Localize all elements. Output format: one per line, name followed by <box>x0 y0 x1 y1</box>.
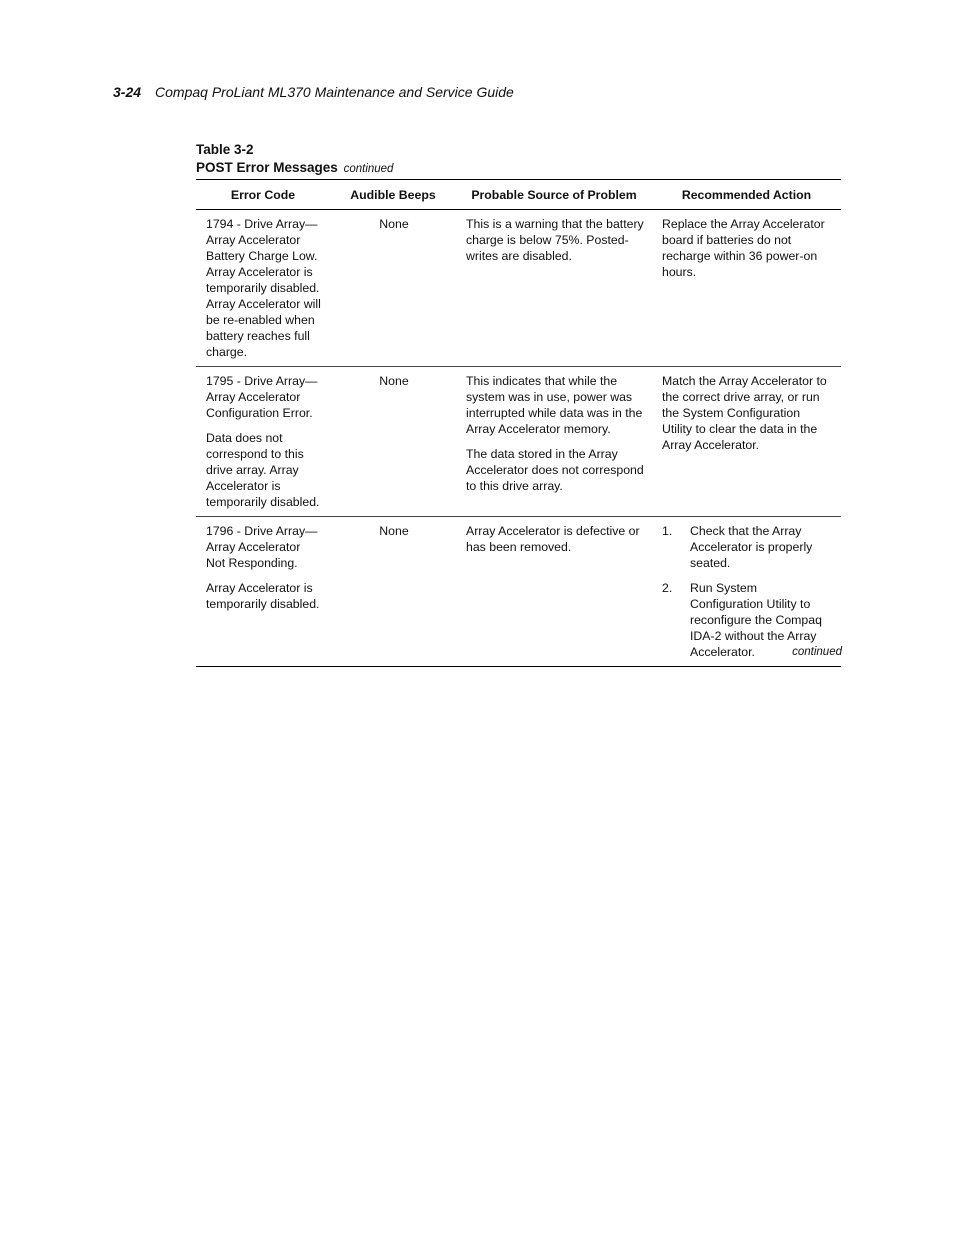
column-header-recommended-action: Recommended Action <box>652 180 841 210</box>
table-row <box>196 367 841 517</box>
recommended-action-text: Match the Array Accelerator to the correct drive array, or run the System Configuration Utility to clear the data in the Array Accelerator. <box>662 374 827 452</box>
recommended-action-text: Replace the Array Accelerator board if batteries do not recharge within 36 power-on hours. <box>662 217 825 279</box>
guide-title: Compaq ProLiant ML370 Maintenance and Service Guide <box>155 84 514 100</box>
running-header <box>113 84 514 100</box>
probable-source-text: Array Accelerator is defective or has been removed. <box>466 524 640 554</box>
table-row <box>196 210 841 367</box>
error-code-cell <box>196 210 330 367</box>
column-header-error-code: Error Code <box>196 180 330 210</box>
error-code-detail: Array Accelerator is temporarily disabled. <box>206 581 320 611</box>
table-label: Table 3-2 <box>196 142 254 157</box>
recommended-action-cell <box>652 517 841 667</box>
audible-beeps-cell: None <box>330 367 456 517</box>
step-number: 1. <box>662 524 673 538</box>
table-header-row <box>196 180 841 210</box>
step-text: Check that the Array Accelerator is properly seated. <box>690 524 813 570</box>
probable-source-cell <box>456 210 652 367</box>
step-number: 2. <box>662 581 673 595</box>
audible-beeps-cell: None <box>330 210 456 367</box>
error-code-text: 1795 - Drive Array— Array Accelerator Configuration Error. <box>206 374 318 420</box>
footer-continued: continued <box>792 646 842 658</box>
error-code-text: 1794 - Drive Array— Array Accelerator Battery Charge Low. Array Accelerator is temporarily disabled. Array Accelerator will be re-enabled when battery reaches full charge. <box>206 217 321 359</box>
action-step <box>662 523 833 571</box>
post-error-table <box>196 179 841 667</box>
recommended-action-cell <box>652 210 841 367</box>
table-row <box>196 517 841 667</box>
table-title: POST Error Messages <box>196 160 338 175</box>
page-number: 3-24 <box>113 84 142 100</box>
audible-beeps-cell: None <box>330 517 456 667</box>
action-steps-list <box>662 523 833 660</box>
error-code-text: 1796 - Drive Array— Array Accelerator Not Responding. <box>206 524 318 570</box>
probable-source-text: This is a warning that the battery charge is below 75%. Posted-writes are disabled. <box>466 217 644 263</box>
probable-source-detail: The data stored in the Array Accelerator does not correspond to this drive array. <box>466 447 644 493</box>
caption-continued: continued <box>343 163 394 175</box>
table-caption <box>196 141 393 178</box>
probable-source-cell <box>456 517 652 667</box>
column-header-probable-source: Probable Source of Problem <box>456 180 652 210</box>
error-code-cell <box>196 517 330 667</box>
probable-source-cell <box>456 367 652 517</box>
error-code-cell <box>196 367 330 517</box>
probable-source-text: This indicates that while the system was in use, power was interrupted while data was in the Array Accelerator memory. <box>466 374 643 436</box>
error-code-detail: Data does not correspond to this drive array. Array Accelerator is temporarily disabled. <box>206 431 320 509</box>
step-text: Run System Configuration Utility to reconfigure the Compaq IDA-2 without the Array Accelerator. <box>690 581 822 659</box>
recommended-action-cell <box>652 367 841 517</box>
column-header-audible-beeps: Audible Beeps <box>330 180 456 210</box>
